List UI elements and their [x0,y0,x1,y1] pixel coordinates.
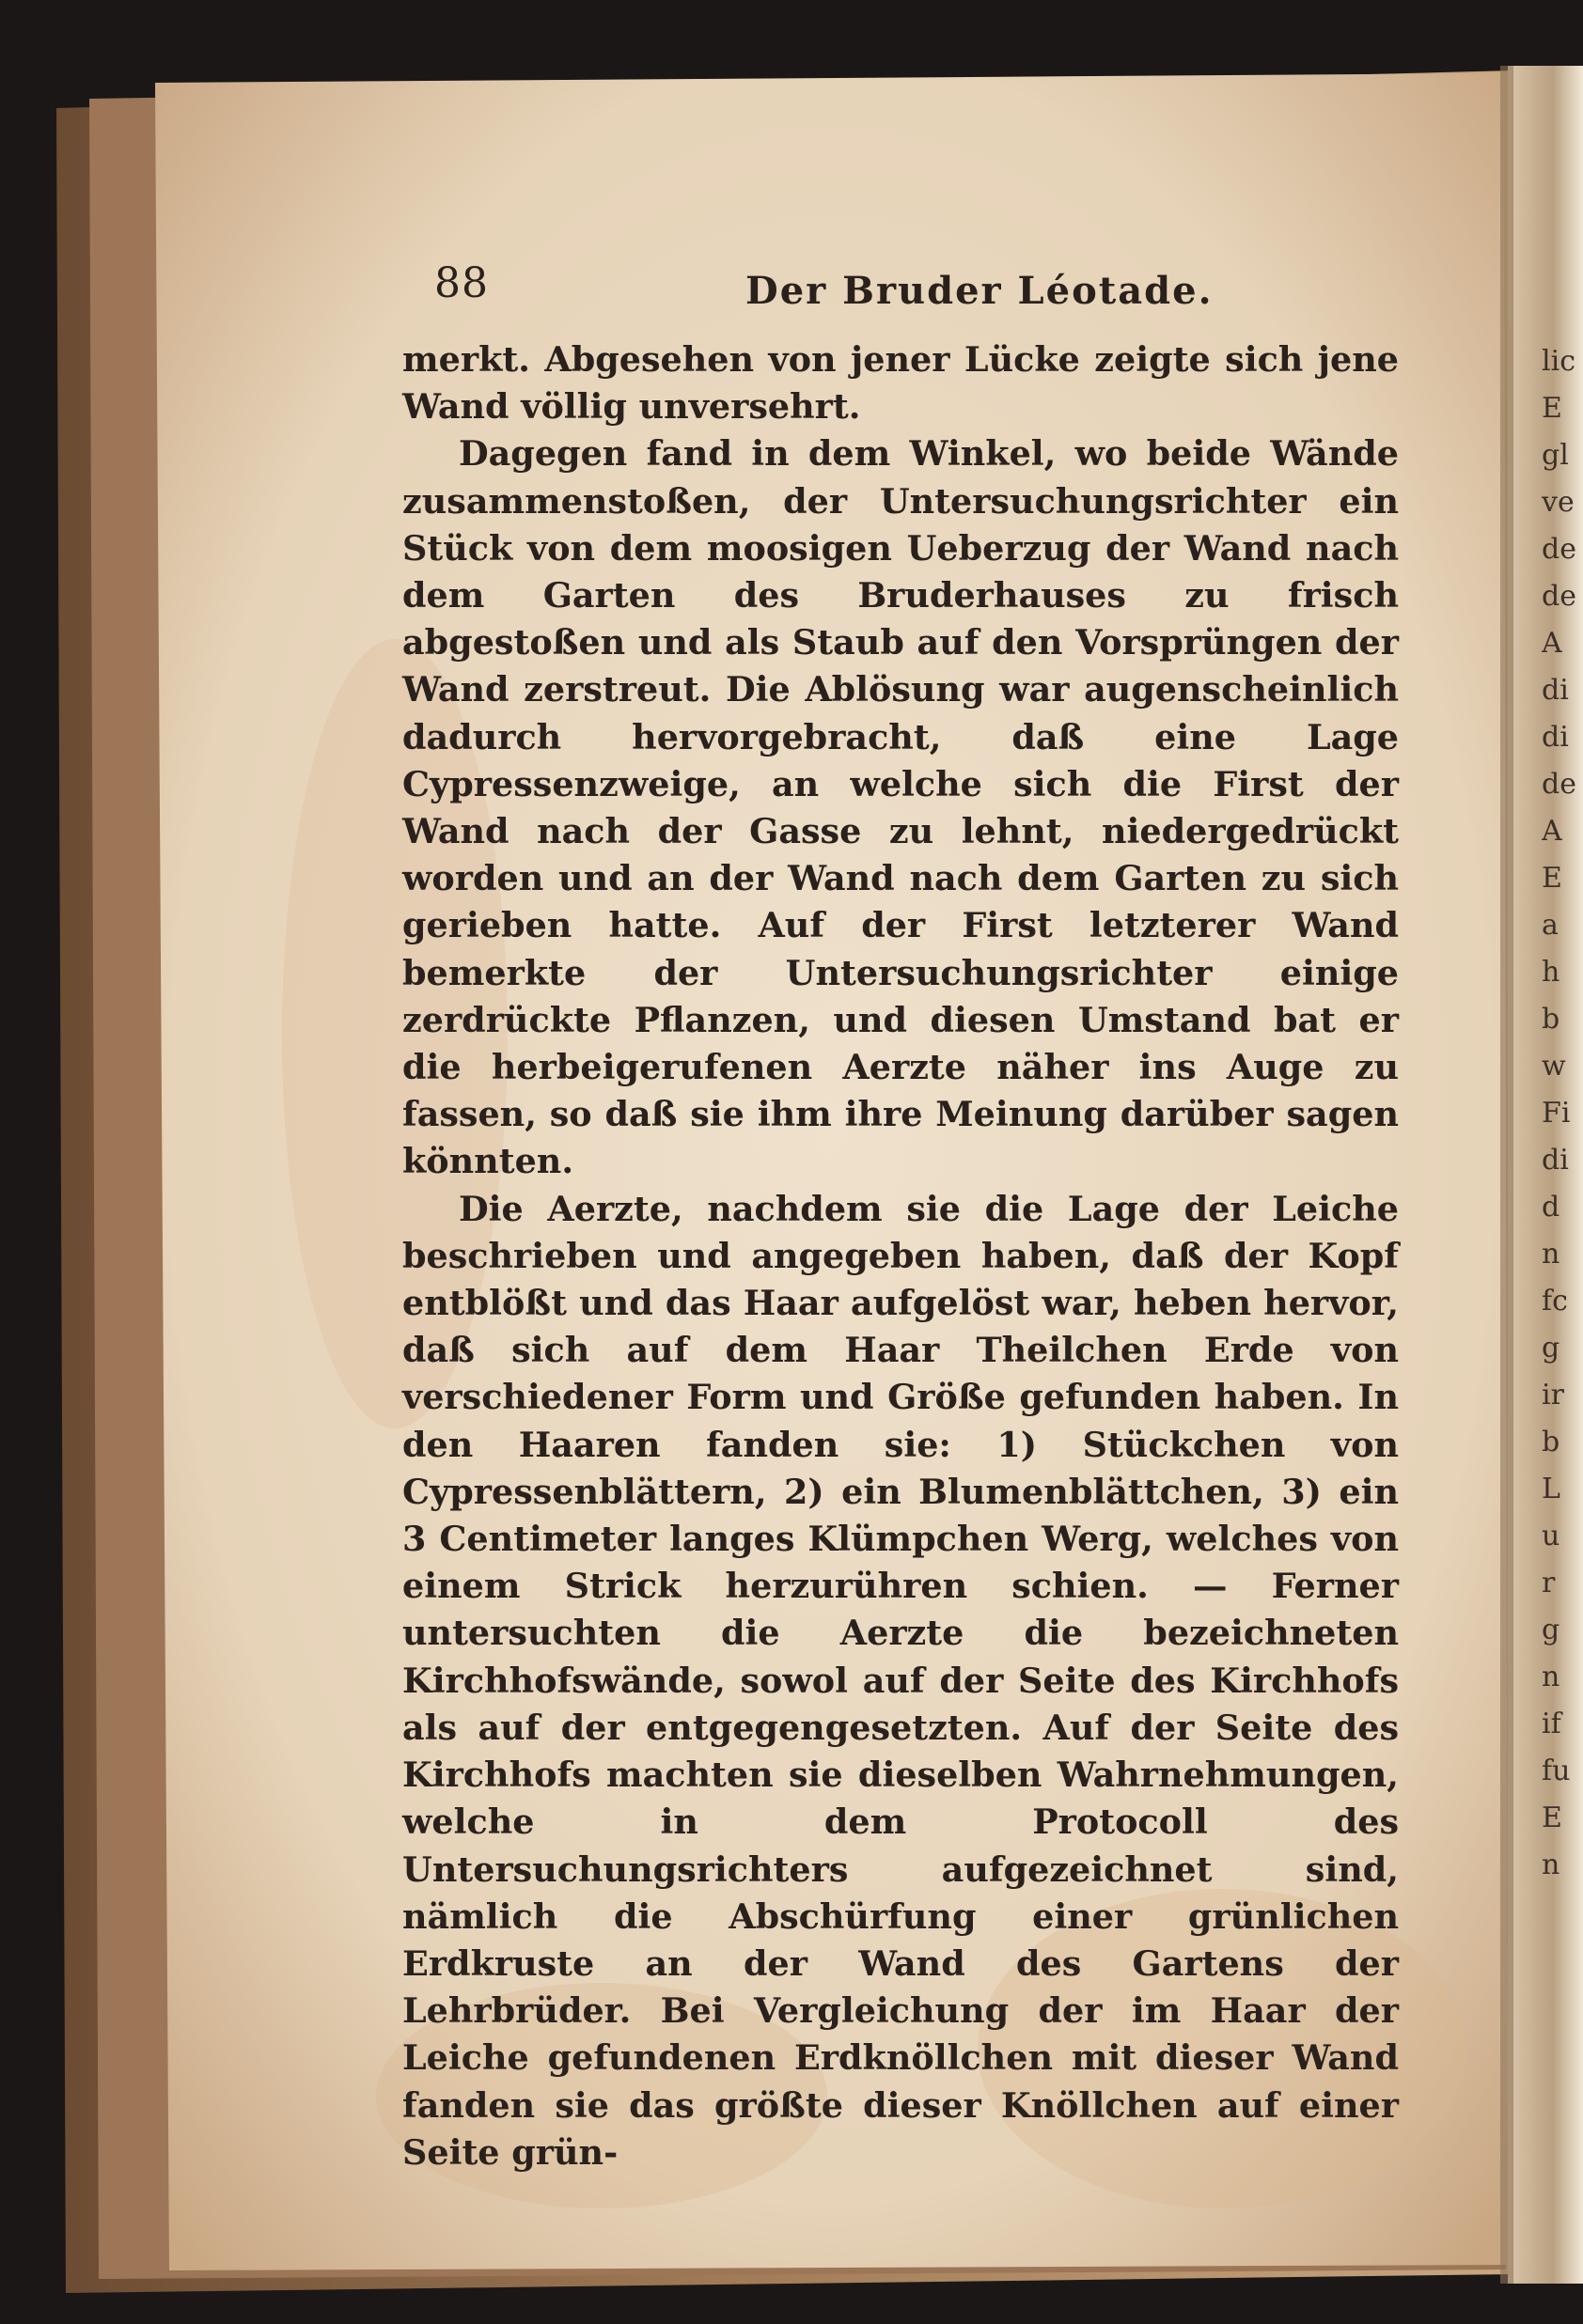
facing-page-fragment: b [1542,1003,1560,1036]
facing-page-fragment: di [1542,1144,1569,1177]
facing-page-fragment: A [1542,627,1562,660]
facing-page-fragment: L [1542,1473,1560,1505]
paragraph: Dagegen fand in dem Winkel, wo beide Wände zusammenstoßen, der Untersuchungsrichter ein Stück von dem moosigen Ueberzug der Wand nach dem Garten des Bruderhauses zu frisch abgestoßen und als Staub auf den Vorsprüngen der Wand zerstreut. Die Ablösung war augenscheinlich dadurch hervorgebracht, daß eine Lage Cypressenzweige, an welche sich die First der Wand nach der Gasse zu lehnt, niedergedrückt worden und an der Wand nach dem Garten zu sich gerieben hatte. Auf der First letzterer Wand bemerkte der Untersuchungsrichter einige zerdrückte Pflanzen, und diesen Umstand bat er die herbeigerufenen Aerzte näher ins Auge zu fassen, so daß sie ihm ihre Meinung darüber sagen könnten. [402,433,1399,1182]
facing-page-fragment: di [1542,674,1569,707]
paragraph: Die Aerzte, nachdem sie die Lage der Leiche beschrieben und angegeben haben, daß der Kopf entblößt und das Haar aufgelöst war, heben hervor, daß sich auf dem Haar Theilchen Erde von verschiedener Form und Größe gefunden haben. In den Haaren fanden sie: 1) Stückchen von Cypressenblättern, 2) ein Blumenblättchen, 3) ein 3 Centimeter langes Klümpchen Werg, welches von einem Strick herzurühren schien. — Ferner untersuchten die Aerzte die bezeichneten Kirchhofswände, sowol auf der Seite des Kirchhofs als auf der entgegengesetzten. Auf der Seite des Kirchhofs machten sie dieselben Wahrnehmungen, welche in dem Protocoll des Untersuchungsrichters aufgezeichnet sind, nämlich die Abschürfung einer grünlichen Erdkruste an der Wand des Gartens der Lehrbrüder. Bei Vergleichung der im Haar der Leiche gefundenen Erdknöllchen mit dieser Wand fanden sie das größte dieser Knöllchen auf einer Seite grün- [402,1188,1399,2173]
facing-page-fragment: E [1542,862,1562,895]
facing-page-fragment: g [1542,1332,1560,1365]
facing-page-fragment: fu [1542,1755,1571,1787]
facing-page-fragment: n [1542,1848,1560,1881]
facing-page-fragment: n [1542,1238,1560,1271]
page-content [402,252,1399,2176]
running-head: Der Bruder Léotade. [745,269,1214,313]
facing-page-fragment: ir [1542,1379,1564,1412]
facing-page-fragment: if [1542,1708,1561,1740]
facing-page-fragment: A [1542,815,1562,848]
facing-page-fragment: E [1542,392,1562,425]
facing-page-fragment: de [1542,768,1576,801]
facing-page-fragment: Fi [1542,1097,1571,1130]
facing-page-fragment: fc [1542,1285,1568,1318]
facing-page-fragment: u [1542,1520,1560,1552]
facing-page-fragment: ve [1542,486,1575,519]
facing-page-fragment: E [1542,1801,1562,1834]
facing-page-fragment: de [1542,580,1576,613]
page-number: 88 [434,259,489,307]
facing-page-fragment: w [1542,1050,1566,1083]
paragraph: merkt. Abgesehen von jener Lücke zeigte sich jene Wand völlig unversehrt. [402,339,1399,428]
facing-page-fragment: g [1542,1614,1560,1646]
facing-page-fragment: gl [1542,439,1569,472]
facing-page-fragment: h [1542,956,1560,989]
page-header [402,252,1399,336]
facing-page-fragment: di [1542,721,1569,754]
facing-page-fragment: b [1542,1426,1560,1458]
facing-page-fragment: a [1542,909,1559,942]
facing-page-fragment: r [1542,1567,1556,1599]
facing-page-fragment: de [1542,533,1576,566]
body-text [402,336,1399,2176]
facing-page-fragment: n [1542,1661,1560,1693]
facing-page-fragment: lic [1542,345,1575,378]
facing-page-fragments [1542,338,1579,1889]
facing-page-fragment: d [1542,1191,1560,1224]
